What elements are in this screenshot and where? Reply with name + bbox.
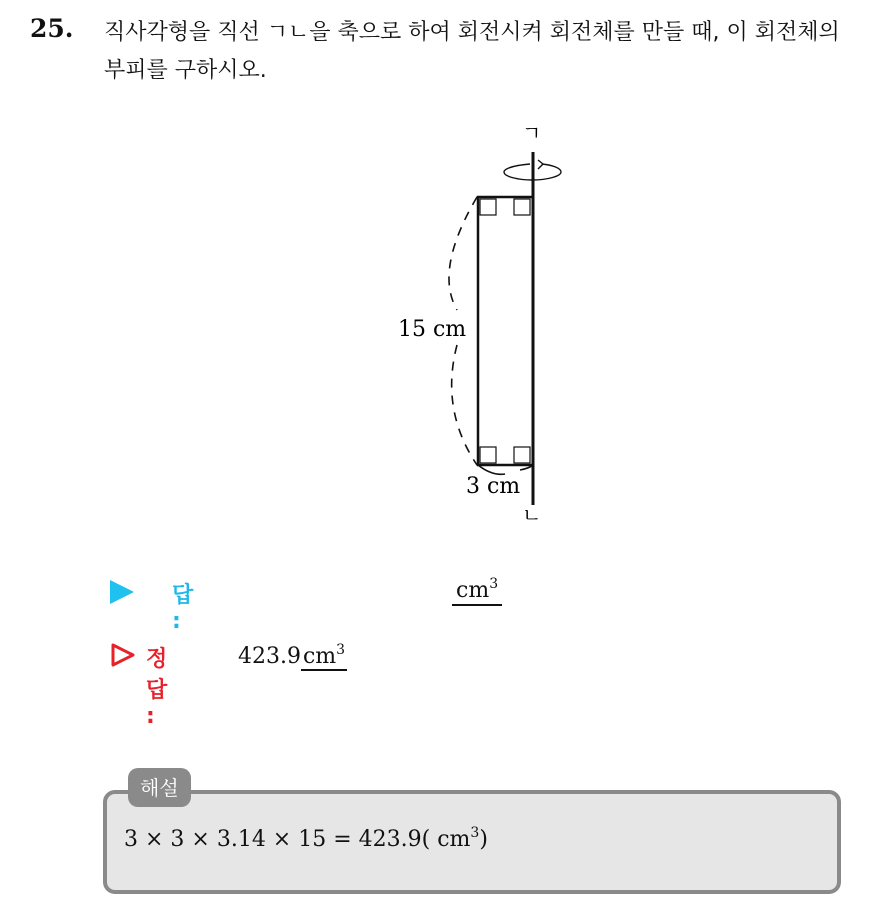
correct-answer-unit: cm bbox=[302, 644, 337, 669]
correct-answer-unit-wrap bbox=[301, 644, 347, 671]
solution-equation-text: 3 × 3 × 3.14 × 15 = 423.9( cm bbox=[124, 827, 471, 852]
answer-unit-exponent: 3 bbox=[489, 576, 499, 592]
rotation-figure bbox=[380, 120, 600, 530]
correct-answer-row bbox=[110, 642, 346, 729]
width-dimension-arc bbox=[478, 465, 533, 474]
question-text: 직사각형을 직선 ㄱㄴ을 축으로 하여 회전시켜 회전체를 만들 때, 이 회전체의 부피를 구하시오. bbox=[104, 20, 840, 83]
answer-label: 답 : bbox=[172, 583, 194, 634]
question-number: 25. bbox=[30, 14, 74, 43]
correct-arrow-icon bbox=[110, 642, 136, 668]
height-dimension-arc bbox=[449, 197, 477, 310]
answer-unit: cm bbox=[456, 578, 490, 603]
solution-equation-exponent: 3 bbox=[470, 825, 480, 841]
correct-answer-value-wrap bbox=[238, 644, 347, 669]
correct-answer-value: 423.9 bbox=[238, 644, 301, 669]
rectangle-shape bbox=[478, 197, 533, 465]
answer-row bbox=[110, 576, 499, 634]
answer-arrow-icon bbox=[110, 580, 134, 604]
axis-top-label: ㄱ bbox=[522, 121, 542, 145]
solution-tag: 해설 bbox=[128, 768, 191, 807]
answer-input[interactable] bbox=[452, 578, 502, 606]
axis-bottom-label: ㄴ bbox=[522, 503, 542, 527]
correct-answer-unit-exponent: 3 bbox=[336, 642, 346, 658]
solution-equation bbox=[124, 827, 488, 852]
correct-answer-label: 정답 : bbox=[146, 647, 168, 729]
height-label: 15 cm bbox=[398, 317, 467, 342]
width-label: 3 cm bbox=[466, 474, 521, 499]
solution-equation-close: ) bbox=[479, 827, 488, 852]
